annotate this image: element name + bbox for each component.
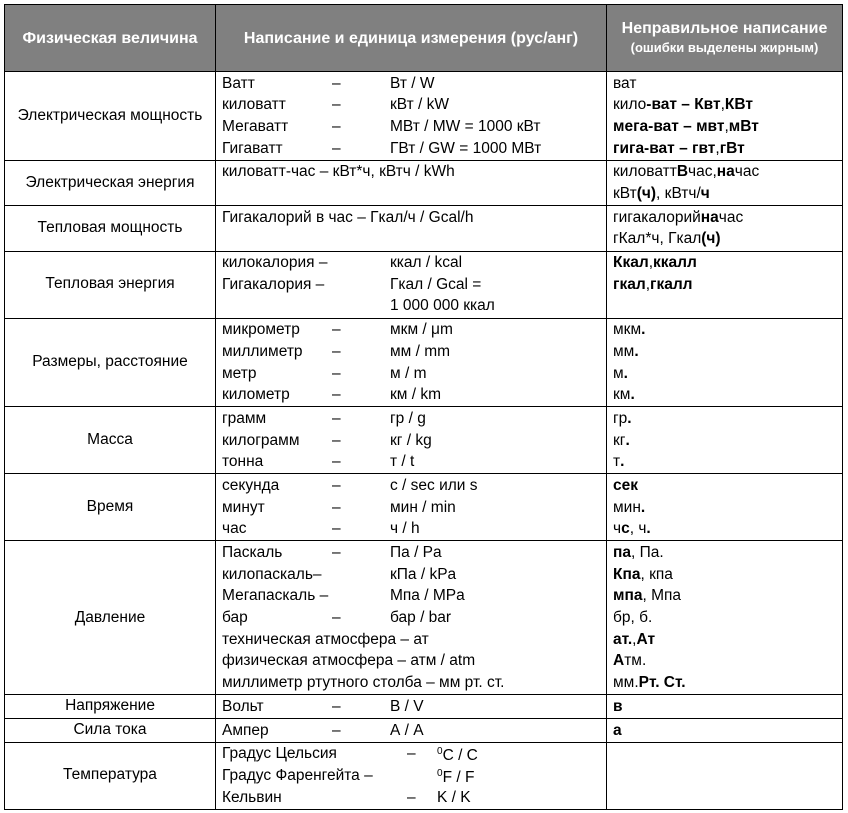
unit-symbol: МВт / MW = 1000 кВт <box>390 117 541 135</box>
table-row <box>5 160 843 205</box>
wrong-line <box>613 162 836 184</box>
unit-name: Градус Фаренгейта – <box>222 766 373 784</box>
quantity-cell: Размеры, расстояние <box>5 318 216 407</box>
header-units: Написание и единица измерения (рус/анг) <box>216 5 607 72</box>
wrong-line <box>613 452 836 474</box>
wrong-line <box>613 475 836 497</box>
unit-dash: – <box>407 745 416 763</box>
unit-line <box>222 765 600 787</box>
unit-dash: – <box>332 453 341 471</box>
unit-dash: – <box>332 476 341 494</box>
wrong-line <box>613 408 836 430</box>
unit-name: Мегапаскаль – <box>222 587 329 605</box>
unit-name: час <box>222 520 247 538</box>
table-row <box>5 695 843 719</box>
units-cell <box>216 160 607 205</box>
error-text: Ккал <box>613 254 649 272</box>
error-text: ч <box>700 185 710 203</box>
error-text: мВт <box>728 117 759 135</box>
plain-text: м <box>613 364 624 382</box>
unit-symbol: бар / bar <box>390 609 452 627</box>
unit-symbol: ккал / kcal <box>390 254 463 272</box>
error-text: ат. <box>613 630 633 648</box>
wrong-line <box>613 116 836 138</box>
quantity-cell: Тепловая энергия <box>5 251 216 318</box>
error-text: гкал <box>613 275 646 293</box>
error-text: ккалл <box>653 254 697 272</box>
unit-name: килокалория – <box>222 254 328 272</box>
unit-line <box>222 608 600 630</box>
plain-text: кг <box>613 431 626 449</box>
wrong-line <box>613 696 836 718</box>
wrong-cell <box>607 206 843 251</box>
plain-text: ват <box>613 74 637 92</box>
units-cell <box>216 474 607 541</box>
error-text: . <box>634 342 639 360</box>
unit-line <box>222 430 600 452</box>
wrong-line <box>613 673 836 695</box>
wrong-cell <box>607 160 843 205</box>
error-text: на <box>716 163 735 181</box>
error-text: . <box>620 453 625 471</box>
error-text: а <box>613 721 622 739</box>
error-text: в <box>613 697 623 715</box>
plain-text: час <box>734 163 760 181</box>
error-text: мпа <box>613 587 643 605</box>
header-row <box>5 5 843 72</box>
units-cell <box>216 718 607 742</box>
error-text: . <box>646 520 651 538</box>
error-text: с <box>621 520 630 538</box>
quantity-cell: Тепловая мощность <box>5 206 216 251</box>
unit-line <box>222 475 600 497</box>
quantity-cell: Напряжение <box>5 695 216 719</box>
wrong-cell <box>607 407 843 474</box>
wrong-line <box>613 138 836 160</box>
wrong-line <box>613 183 836 205</box>
plain-text: , <box>724 117 729 135</box>
wrong-line <box>613 586 836 608</box>
table-row <box>5 718 843 742</box>
units-cell <box>216 541 607 695</box>
header-quantity: Физическая величина <box>5 5 216 72</box>
table-row <box>5 742 843 809</box>
unit-name: Гигаватт <box>222 139 283 157</box>
unit-line <box>222 586 600 608</box>
plain-text: мм. <box>613 674 639 692</box>
wrong-line <box>613 651 836 673</box>
plain-text: , кпа <box>640 565 673 583</box>
wrong-cell <box>607 541 843 695</box>
wrong-line <box>613 385 836 407</box>
header-wrong-main: Неправильное написание <box>621 20 828 37</box>
degree-sup: 0 <box>437 767 443 779</box>
error-text: па <box>613 544 631 562</box>
unit-symbol: В / V <box>390 697 424 715</box>
unit-symbol: м / m <box>390 364 427 382</box>
unit-line <box>222 385 600 407</box>
unit-symbol: Па / Pa <box>390 544 442 562</box>
wrong-line <box>613 363 836 385</box>
wrong-line <box>613 629 836 651</box>
unit-name: Кельвин <box>222 788 282 806</box>
table-row <box>5 251 843 318</box>
unit-line <box>222 519 600 541</box>
plain-text: кило <box>613 96 647 114</box>
unit-dash: – <box>407 788 416 806</box>
unit-line <box>222 744 600 766</box>
unit-dash: – <box>332 498 341 516</box>
error-text: . <box>627 409 632 427</box>
unit-dash: – <box>332 409 341 427</box>
units-cell <box>216 72 607 161</box>
unit-name: микрометр <box>222 321 300 339</box>
plain-text: , <box>645 275 650 293</box>
unit-name: Паскаль <box>222 544 283 562</box>
plain-text: , Па. <box>630 544 664 562</box>
unit-line <box>222 296 600 318</box>
unit-symbol: Мпа / MPa <box>390 587 465 605</box>
unit-name: килопаскаль– <box>222 565 322 583</box>
unit-line <box>222 564 600 586</box>
unit-symbol: мм / mm <box>390 342 451 360</box>
plain-text: мин <box>613 498 641 516</box>
wrong-line <box>613 430 836 452</box>
error-text: КВт <box>724 96 753 114</box>
quantity-cell: Масса <box>5 407 216 474</box>
wrong-line <box>613 341 836 363</box>
unit-symbol: мин / min <box>390 498 456 516</box>
error-text: . <box>641 321 646 339</box>
wrong-cell <box>607 742 843 809</box>
unit-symbol: 1 000 000 ккал <box>390 297 495 315</box>
error-text: гига-ват – гвт <box>613 139 716 157</box>
degree-sup: 0 <box>437 746 443 758</box>
error-text: А <box>613 652 625 670</box>
unit-line <box>222 253 600 275</box>
wrong-line <box>613 95 836 117</box>
unit-name: Градус Цельсия <box>222 745 337 763</box>
unit-line <box>222 696 600 718</box>
plain-text: , <box>648 254 653 272</box>
plain-text: мкм <box>613 321 642 339</box>
unit-line: техническая атмосфера – ат <box>222 630 429 648</box>
plain-text: час, <box>688 163 717 181</box>
unit-dash: – <box>332 139 341 157</box>
plain-text: , кВтч/ <box>656 185 701 203</box>
error-text: . <box>630 386 635 404</box>
unit-line <box>222 73 600 95</box>
wrong-line <box>613 320 836 342</box>
wrong-line <box>613 720 836 742</box>
wrong-line <box>613 497 836 519</box>
wrong-cell <box>607 474 843 541</box>
error-text: Рт. Ст. <box>638 674 686 692</box>
unit-line: миллиметр ртутного столба – мм рт. ст. <box>222 674 505 692</box>
unit-name: килограмм <box>222 431 300 449</box>
unit-symbol: км / km <box>390 386 442 404</box>
plain-text: км <box>613 386 631 404</box>
table-row <box>5 474 843 541</box>
unit-symbol: $^0$F / F <box>437 767 475 786</box>
quantity-cell: Температура <box>5 742 216 809</box>
unit-name: Мегаватт <box>222 117 289 135</box>
error-text: -ват – Квт <box>646 96 721 114</box>
wrong-line <box>613 519 836 541</box>
units-cell <box>216 318 607 407</box>
error-text: Кпа <box>613 565 641 583</box>
unit-dash: – <box>332 386 341 404</box>
unit-symbol: кг / kg <box>390 431 432 449</box>
quantity-cell: Давление <box>5 541 216 695</box>
quantity-cell: Время <box>5 474 216 541</box>
wrong-line <box>613 608 836 630</box>
unit-symbol: кПа / kPa <box>390 565 457 583</box>
table-row <box>5 407 843 474</box>
unit-dash: – <box>332 342 341 360</box>
unit-line <box>222 95 600 117</box>
unit-dash: – <box>332 431 341 449</box>
quantity-cell: Электрическая энергия <box>5 160 216 205</box>
unit-symbol: А / A <box>390 721 424 739</box>
unit-dash: – <box>332 544 341 562</box>
plain-text: кВт <box>613 185 637 203</box>
unit-line <box>222 720 600 742</box>
plain-text: , Мпа <box>642 587 681 605</box>
unit-symbol: кВт / kW <box>390 96 450 114</box>
table-row <box>5 72 843 161</box>
plain-text: тм. <box>624 652 647 670</box>
unit-line: киловатт-час – кВт*ч, кВтч / kWh <box>222 163 455 181</box>
unit-line: Гигакалорий в час – Гкал/ч / Gcal/h <box>222 208 474 226</box>
unit-symbol: Гкал / Gcal = <box>390 275 482 293</box>
plain-text: т <box>613 453 621 471</box>
header-wrong <box>607 5 843 72</box>
unit-line <box>222 497 600 519</box>
unit-line <box>222 787 600 809</box>
plain-text: мм <box>613 342 635 360</box>
error-text: мега-ват – мвт <box>613 117 725 135</box>
unit-line <box>222 408 600 430</box>
unit-symbol: с / sec или s <box>390 476 478 494</box>
unit-symbol: т / t <box>390 453 415 471</box>
error-text: (ч) <box>701 230 721 248</box>
plain-text: гКал*ч, Гкал <box>613 230 702 248</box>
wrong-line <box>613 73 836 95</box>
wrong-line <box>613 207 836 229</box>
unit-symbol: гр / g <box>390 409 426 427</box>
wrong-line <box>613 253 836 275</box>
wrong-line <box>613 542 836 564</box>
plain-text: киловатт <box>613 163 677 181</box>
plain-text: , <box>720 96 725 114</box>
unit-name: киловатт <box>222 96 286 114</box>
plain-text: гр <box>613 409 628 427</box>
plain-text: час <box>718 208 744 226</box>
unit-name: минут <box>222 498 265 516</box>
wrong-cell <box>607 695 843 719</box>
wrong-line <box>613 274 836 296</box>
unit-line <box>222 138 600 160</box>
wrong-cell <box>607 251 843 318</box>
unit-name: Ампер <box>222 721 269 739</box>
unit-line <box>222 452 600 474</box>
unit-line <box>222 341 600 363</box>
quantity-cell: Сила тока <box>5 718 216 742</box>
unit-symbol: ч / h <box>390 520 420 538</box>
unit-line <box>222 274 600 296</box>
header-wrong-note: (ошибки выделены жирным) <box>630 40 819 55</box>
unit-name: миллиметр <box>222 342 303 360</box>
unit-line: физическая атмосфера – атм / atm <box>222 652 476 670</box>
unit-name: секунда <box>222 476 280 494</box>
error-text: . <box>625 431 630 449</box>
unit-line <box>222 320 600 342</box>
plain-text: гигакалорий <box>613 208 701 226</box>
unit-name: Ватт <box>222 74 255 92</box>
unit-dash: – <box>332 364 341 382</box>
plain-text: , ч <box>629 520 647 538</box>
error-text: В <box>676 163 689 181</box>
unit-symbol: $^0$C / C <box>437 746 478 765</box>
units-cell <box>216 206 607 251</box>
error-text: Ат <box>636 630 656 648</box>
wrong-line <box>613 564 836 586</box>
unit-dash: – <box>332 74 341 92</box>
units-cell <box>216 742 607 809</box>
unit-dash: – <box>332 721 341 739</box>
error-text: сек <box>613 476 638 494</box>
unit-dash: – <box>332 520 341 538</box>
units-table <box>4 4 843 810</box>
table-row <box>5 541 843 695</box>
unit-symbol: Вт / W <box>390 74 435 92</box>
unit-symbol: ГВт / GW = 1000 МВт <box>390 139 542 157</box>
wrong-cell <box>607 72 843 161</box>
unit-name: тонна <box>222 453 264 471</box>
unit-name: метр <box>222 364 257 382</box>
unit-line <box>222 363 600 385</box>
table-row <box>5 206 843 251</box>
table-row <box>5 318 843 407</box>
units-cell <box>216 251 607 318</box>
error-text: . <box>623 364 628 382</box>
unit-name: километр <box>222 386 290 404</box>
unit-dash: – <box>332 117 341 135</box>
quantity-cell: Электрическая мощность <box>5 72 216 161</box>
unit-line <box>222 542 600 564</box>
plain-text: бр, б. <box>613 609 653 627</box>
unit-line <box>222 116 600 138</box>
unit-dash: – <box>332 697 341 715</box>
error-text: (ч) <box>636 185 657 203</box>
error-text: . <box>640 498 646 516</box>
units-cell <box>216 407 607 474</box>
unit-name: Гигакалория – <box>222 275 325 293</box>
error-text: на <box>700 208 719 226</box>
unit-dash: – <box>332 96 341 114</box>
unit-dash: – <box>332 321 341 339</box>
wrong-cell <box>607 718 843 742</box>
unit-name: грамм <box>222 409 267 427</box>
unit-symbol: K / K <box>437 788 471 806</box>
unit-name: Вольт <box>222 697 264 715</box>
unit-name: бар <box>222 609 248 627</box>
unit-symbol: мкм / μm <box>390 321 453 339</box>
error-text: гкалл <box>650 275 693 293</box>
plain-text: ч <box>613 520 622 538</box>
wrong-line <box>613 229 836 251</box>
unit-dash: – <box>332 609 341 627</box>
error-text: гВт <box>719 139 745 157</box>
units-cell <box>216 695 607 719</box>
wrong-cell <box>607 318 843 407</box>
plain-text: , <box>632 630 637 648</box>
plain-text: , <box>715 139 720 157</box>
